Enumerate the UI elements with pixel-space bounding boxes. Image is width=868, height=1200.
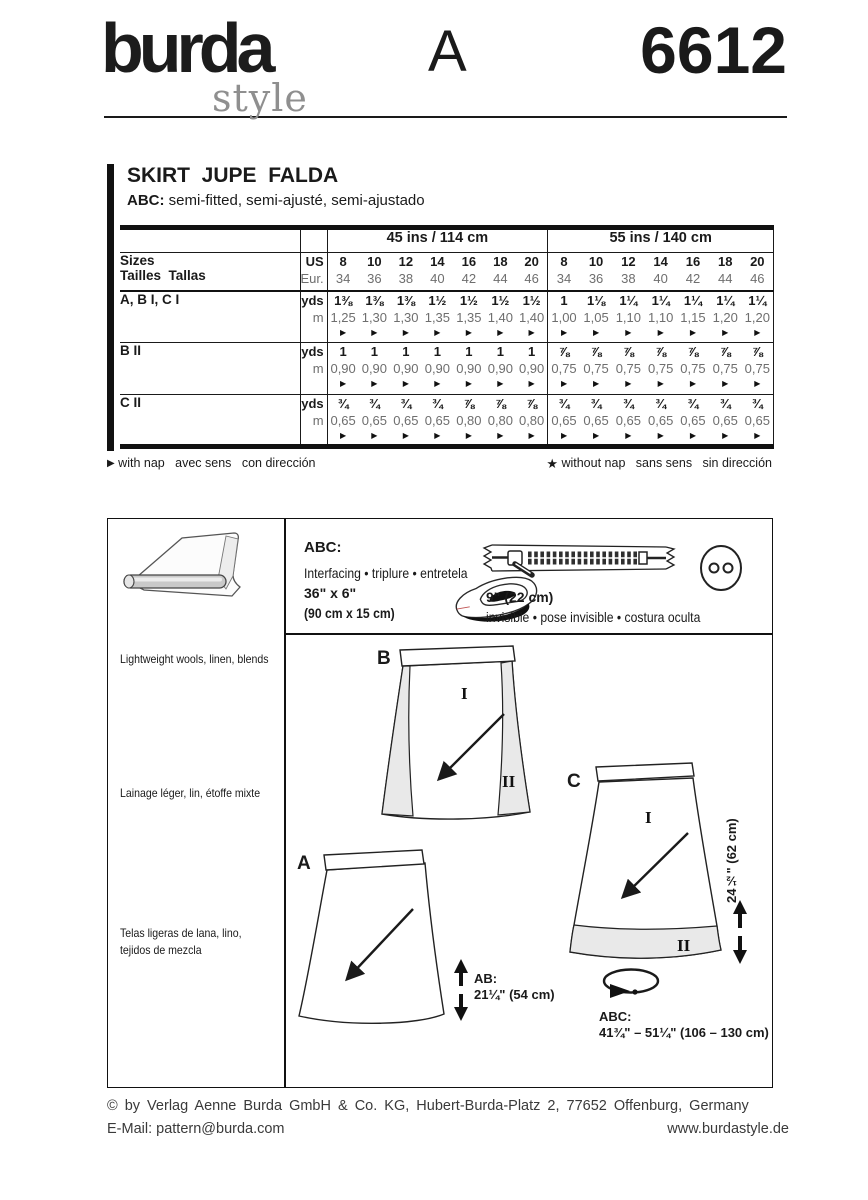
fabric-suggestion-english: Lightweight wools, linen, blends [120,652,269,666]
notions-heading: ABC: [304,539,342,556]
interfacing-size-metric: (90 cm x 15 cm) [304,605,395,621]
yardage-cell: 1⅜ 1,25 ▶ [327,291,359,343]
yardage-cell: ⅞ 0,75 ▶ [645,343,677,395]
yardage-cell: ¾ 0,65 ▶ [422,395,454,447]
yardage-cell: ⅞ 0,80 ▶ [453,395,485,447]
size-cell: 14 40 [645,253,677,291]
yardage-cell: 1 0,90 ▶ [516,343,548,395]
yardage-cell: ¾ 0,65 ▶ [580,395,612,447]
size-cell: 10 36 [580,253,612,291]
unit-cell: US Eur. [300,253,327,291]
view-letter: A [428,19,467,84]
size-cell: 8 34 [548,253,580,291]
yardage-cell: 1½ 1,40 ▶ [485,291,517,343]
yardage-cell: 1¼ 1,15 ▶ [677,291,709,343]
yardage-cell: ⅞ 0,80 ▶ [485,395,517,447]
size-cell: 20 46 [741,253,773,291]
hem-circumference-icon [597,967,663,1003]
fit-views-label: ABC: [127,192,165,209]
yardage-cell: 1⅜ 1,30 ▶ [390,291,422,343]
brand-logo-sub: style [212,76,308,120]
yardage-cell: 1 0,90 ▶ [453,343,485,395]
yardage-cell: 1⅛ 1,05 ▶ [580,291,612,343]
yardage-table [120,225,774,449]
sizes-row [120,253,774,291]
yardage-cell: 1¼ 1,10 ▶ [645,291,677,343]
yardage-row [120,291,774,343]
yardage-cell: ⅞ 0,75 ▶ [580,343,612,395]
length-c: 24½" (62 cm) [724,818,739,903]
sizes-label: Sizes Tailles Tallas [120,253,300,291]
size-cell: 18 44 [485,253,517,291]
unit-cell: yds m [300,395,327,447]
yardage-cell: ¾ 0,65 ▶ [677,395,709,447]
fabric-suggestion-spanish: Telas ligeras de lana, lino, tejidos de mezcla [120,926,242,957]
button-icon [696,541,746,595]
yardage-cell: ⅞ 0,75 ▶ [612,343,644,395]
yardage-cell: 1 0,90 ▶ [422,343,454,395]
view-a-label: A [297,853,311,874]
garment-title: SKIRT JUPE FALDA [127,164,339,187]
yardage-cell: ⅞ 0,75 ▶ [677,343,709,395]
unit-cell: yds m [300,343,327,395]
size-cell: 10 36 [359,253,391,291]
zipper-type: invisible • pose invisible • costura oculta [486,609,701,625]
skirt-a-diagram [293,843,503,1039]
yardage-cell: ⅞ 0,75 ▶ [709,343,741,395]
skirt-c-diagram [559,759,729,965]
piece-1-label: I [461,684,468,703]
yardage-row [120,395,774,447]
yardage-cell: ⅞ 0,75 ▶ [548,343,580,395]
size-cell: 16 42 [677,253,709,291]
yardage-cell: 1½ 1,35 ▶ [422,291,454,343]
view-c-label: C [567,771,581,792]
size-cell: 20 46 [516,253,548,291]
yardage-cell: 1 0,90 ▶ [359,343,391,395]
yardage-cell: ¾ 0,65 ▶ [390,395,422,447]
footer-website: www.burdastyle.de [667,1121,789,1137]
pattern-number: 6612 [640,13,787,87]
fabric-bolt-illustration [112,523,276,627]
length-arrow-c [730,900,750,964]
yardage-cell: ¾ 0,65 ▶ [741,395,773,447]
fabric-width-45: 45 ins / 114 cm [386,230,489,246]
yardage-cell: 1 0,90 ▶ [485,343,517,395]
brand-logo: burda [101,9,271,87]
size-cell: 18 44 [709,253,741,291]
header-rule [104,116,787,118]
nap-arrow-icon: ▶ [107,458,115,469]
yardage-cell: ⅞ 0,75 ▶ [741,343,773,395]
piece-1-label: I [645,808,652,827]
yardage-cell: ¾ 0,65 ▶ [612,395,644,447]
copyright-line: © by Verlag Aenne Burda GmbH & Co. KG, Hubert-Burda-Platz 2, 77652 Offenburg, Germany [107,1098,749,1114]
instructions-panel [107,518,773,1088]
title-accent-bar [107,164,114,451]
fit-text: semi-fitted, semi-ajusté, semi-ajustado [164,192,425,209]
piece-2-label: II [677,936,691,955]
yardage-cell: ¾ 0,65 ▶ [548,395,580,447]
without-nap-legend: ★ without nap sans sens sin dirección [546,456,772,471]
yardage-cell: 1¼ 1,20 ▶ [741,291,773,343]
width-header-row [120,228,774,253]
footer-contact-row [107,1121,789,1137]
row-label: B II [120,343,300,395]
view-b-label: B [377,648,391,669]
size-cell: 16 42 [453,253,485,291]
yardage-cell: 1½ 1,35 ▶ [453,291,485,343]
yardage-cell: 1 0,90 ▶ [390,343,422,395]
yardage-cell: ⅞ 0,80 ▶ [516,395,548,447]
size-cell: 14 40 [422,253,454,291]
yardage-cell: 1¼ 1,20 ▶ [709,291,741,343]
fit-description [127,192,425,209]
footer-email: E-Mail: pattern@burda.com [107,1121,285,1137]
hem-circumference: ABC: 41¾" – 51¼" (106 – 130 cm) [599,1009,769,1040]
yardage-row [120,343,774,395]
yardage-cell: ¾ 0,65 ▶ [709,395,741,447]
row-label: C II [120,395,300,447]
interfacing-text: Interfacing • triplure • entretela [304,565,468,581]
piece-2-label: II [502,772,516,791]
size-cell: 12 38 [390,253,422,291]
yardage-cell: 1¼ 1,10 ▶ [612,291,644,343]
zipper-length: 9" (22 cm) [486,589,554,605]
size-cell: 8 34 [327,253,359,291]
length-ab: AB: 21¼" (54 cm) [474,971,555,1002]
interfacing-size: 36" x 6" [304,585,357,601]
yardage-cell: ¾ 0,65 ▶ [359,395,391,447]
yardage-cell: 1⅜ 1,30 ▶ [359,291,391,343]
unit-cell: yds m [300,291,327,343]
length-arrow-ab [451,959,471,1021]
empty-cell [120,228,300,253]
size-cell: 12 38 [612,253,644,291]
yardage-cell: 1 0,90 ▶ [327,343,359,395]
yardage-cell: 1 1,00 ▶ [548,291,580,343]
skirt-b-diagram [349,637,549,829]
star-icon: ★ [546,456,558,471]
row-label: A, B I, C I [120,291,300,343]
zipper-illustration [480,535,680,583]
fabric-width-55: 55 ins / 140 cm [548,228,774,253]
fabric-suggestion-french: Lainage léger, lin, étoffe mixte [120,786,261,800]
yardage-cell: ¾ 0,65 ▶ [327,395,359,447]
with-nap-legend: ▶ with nap avec sens con dirección [107,456,316,470]
yardage-cell: 1½ 1,40 ▶ [516,291,548,343]
panel-divider-horizontal [284,633,772,635]
panel-divider-vertical [284,519,286,1087]
yardage-cell: ¾ 0,65 ▶ [645,395,677,447]
empty-cell [300,228,327,253]
